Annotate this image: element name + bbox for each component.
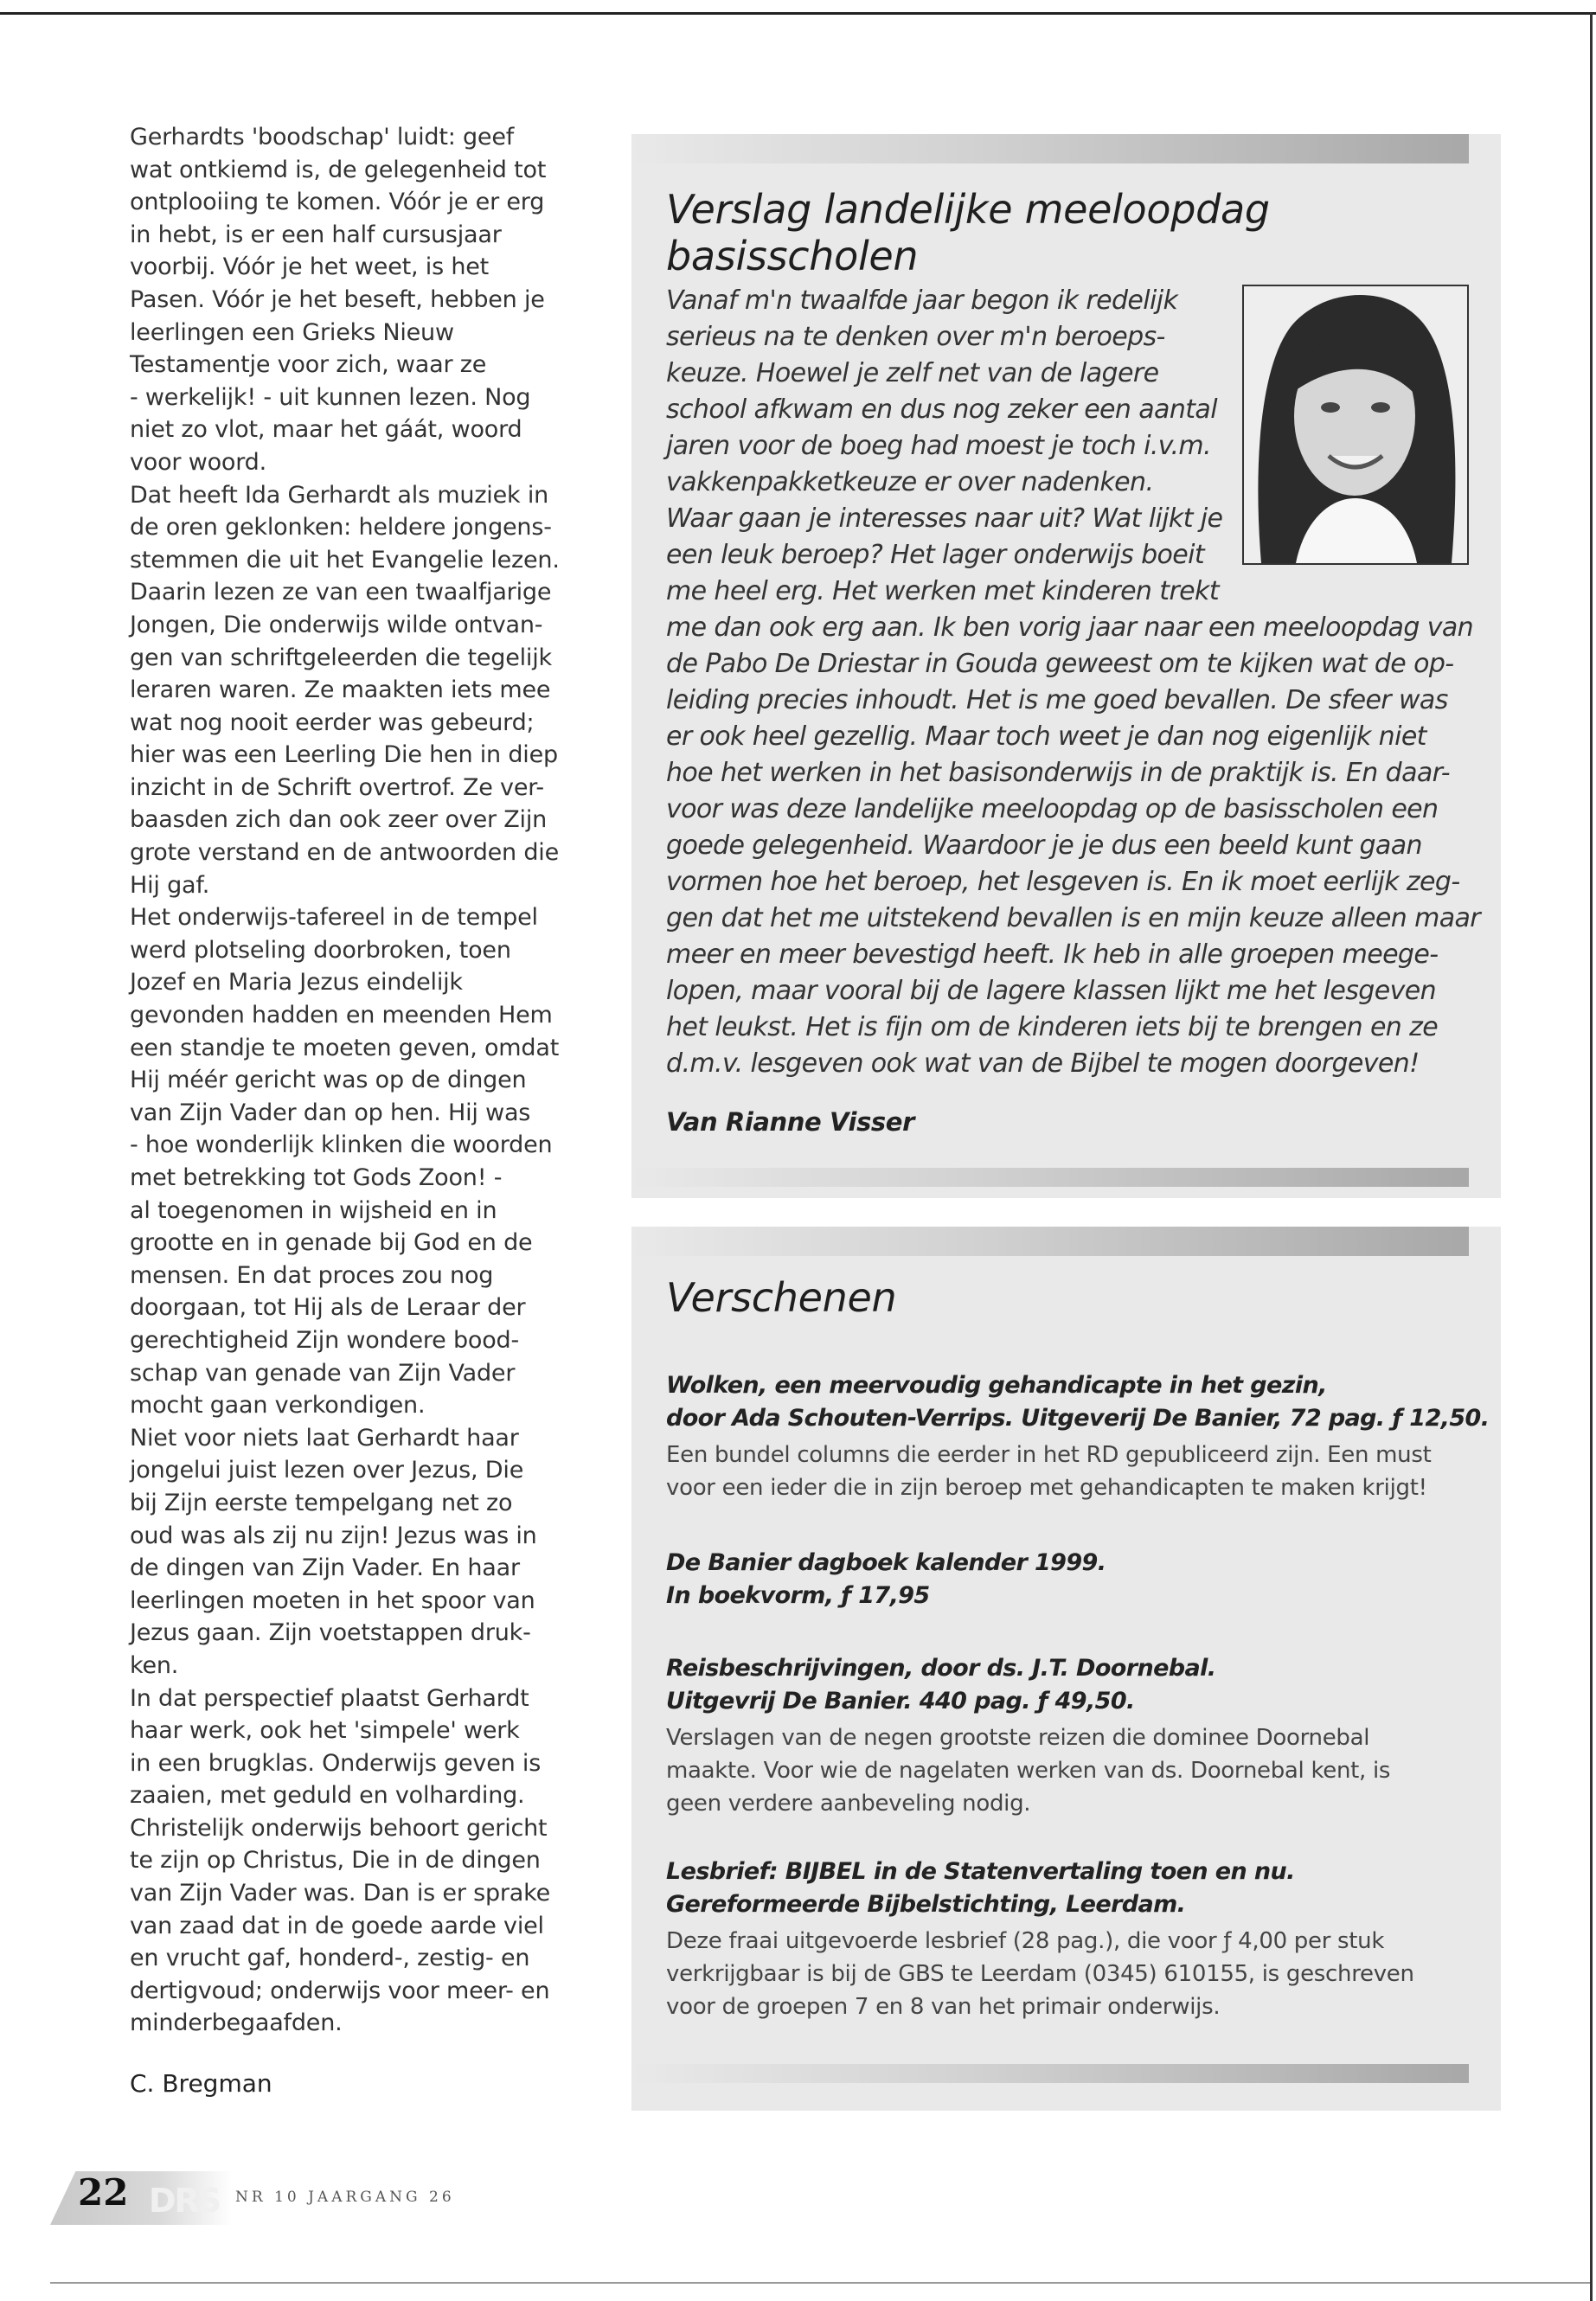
published-item-desc: Deze fraai uitgevoerde lesbrief (28 pag.), die voor ƒ 4,00 per stuk verkrijgbaar is bij de GBS te Leerdam (0345) 610155, is geschreven voor de groepen 7 en 8 van het primair onderwijs. (666, 1928, 1414, 2020)
report-top-bar (631, 134, 1469, 163)
published-item-title: De Banier dagboek kalender 1999. In boekvorm, ƒ 17,95 (666, 1549, 1106, 1609)
page-number: 22 (78, 2171, 129, 2214)
page-right-border (1590, 12, 1593, 2301)
left-article (130, 121, 562, 2040)
published-box (631, 1227, 1501, 2111)
published-item-desc: Een bundel columns die eerder in het RD gepubliceerd zijn. Een must voor een ieder die in zijn beroep met gehandicapten te maken krijgt! (666, 1442, 1432, 1501)
page-top-border (0, 12, 1596, 15)
published-item-desc: Verslagen van de negen grootste reizen die dominee Doornebal maakte. Voor wie de nagelaten werken van ds. Doornebal kent, is geen verdere aanbeveling nodig. (666, 1725, 1391, 1817)
left-article-body: Gerhardts 'boodschap' luidt: geef wat ontkiemd is, de gelegenheid tot ontplooiing te komen. Vóór je er erg in hebt, is er een half cursusjaar voorbij. Vóór je het weet, is het Pasen. Vóór je het beseft, hebben je leerlingen een Grieks Nieuw Testamentje voor zich, waar ze - werkelijk! - uit kunnen lezen. Nog niet zo vlot, maar het gáát, woord voor woord. Dat heeft Ida Gerhardt als muziek in de oren geklonken: heldere jongens- stemmen die uit het Evangelie lezen. Daarin lezen ze van een twaalfjarige Jongen, Die onderwijs wilde ontvan- gen van schriftgeleerden die tegelijk leraren waren. Ze maakten iets mee wat nog nooit eerder was gebeurd; hier was een Leerling Die hen in diep inzicht in de Schrift overtrof. Ze ver- baasden zich dan ook zeer over Zijn grote verstand en de antwoorden die Hij gaf. Het onderwijs-tafereel in de tempel werd plotseling doorbroken, toen Jozef en Maria Jezus eindelijk gevonden hadden en meenden Hem een standje te moeten geven, omdat Hij méér gericht was op de dingen van Zijn Vader dan op hen. Hij was - hoe wonderlijk klinken die woorden met betrekking tot Gods Zoon! - al toegenomen in wijsheid en in grootte en in genade bij God en de mensen. En dat proces zou nog doorgaan, tot Hij als de Leraar der gerechtigheid Zijn wondere bood- schap van genade van Zijn Vader mocht gaan verkondigen. Niet voor niets laat Gerhardt haar jongelui juist lezen over Jezus, Die bij Zijn eerste tempelgang net zo oud was als zij nu zijn! Jezus was in de dingen van Zijn Vader. En haar leerlingen moeten in het spoor van Jezus gaan. Zijn voetstappen druk- ken. In dat perspectief plaatst Gerhardt haar werk, ook het 'simpele' werk in een brugklas. Onderwijs geven is zaaien, met geduld en volharding. Christelijk onderwijs behoort gericht te zijn op Christus, Die in de dingen van Zijn Vader was. Dan is er sprake van zaad dat in de goede aarde viel en vrucht gaf, honderd-, zestig- en dertigvoud; onderwijs voor meer- en minderbegaafden. (130, 124, 560, 2037)
magazine-logo: DRS (149, 2182, 221, 2220)
published-top-bar (631, 1227, 1469, 1256)
published-title: Verschenen (666, 1274, 897, 1321)
bottom-border (50, 2282, 1590, 2284)
report-bottom-bar (631, 1168, 1469, 1187)
report-title: Verslag landelijke meeloopdag basisscholen (666, 186, 1270, 279)
issue-info: NR 10 JAARGANG 26 (235, 2189, 455, 2206)
left-article-author: C. Bregman (130, 2069, 272, 2098)
published-item-title: Lesbrief: BIJBEL in de Statenvertaling toen en nu. Gereformeerde Bijbelstichting, Leerdam. (666, 1858, 1295, 1918)
published-item-title: Reisbeschrijvingen, door ds. J.T. Doornebal. Uitgevrij De Banier. 440 pag. ƒ 49,50. (666, 1655, 1216, 1715)
report-byline: Van Rianne Visser (666, 1107, 914, 1137)
report-body: Vanaf m'n twaalfde jaar begon ik redelijk serieus na te denken over m'n beroeps- keuze. Hoewel je zelf net van de lagere school afkwam en dus nog zeker een aantal jaren voor de boeg had moest je toch i.v.m. vakkenpakketkeuze er over nadenken. Waar gaan je interesses naar uit? Wat lijkt je een leuk beroep? Het lager onderwijs boeit me heel erg. Het werken met kinderen trekt me dan ook erg aan. Ik ben vorig jaar naar een meeloopdag van de Pabo De Driestar in Gouda geweest om te kijken wat de op- leiding precies inhoudt. Het is me goed bevallen. De sfeer was er ook heel gezellig. Maar toch weet je dan nog eigenlijk niet hoe het werken in het basisonderwijs in de praktijk is. En daar- voor was deze landelijke meeloopdag op de basisscholen een goede gelegenheid. Waardoor je je dus een beeld kunt gaan vormen hoe het beroep, het lesgeven is. En ik moet eerlijk zeg- gen dat het me uitstekend bevallen is en mijn keuze alleen maar meer en meer bevestigd heeft. Ik heb in alle groepen meege- lopen, maar vooral bij de lagere klassen lijkt me het lesgeven het leukst. Het is fijn om de kinderen iets bij te brengen en ze d.m.v. lesgeven ook wat van de Bijbel te mogen doorgeven! (666, 285, 1481, 1079)
published-item-title: Wolken, een meervoudig gehandicapte in het gezin, door Ada Schouten-Verrips. Uitgeverij De Banier, 72 pag. ƒ 12,50. (666, 1372, 1490, 1432)
published-bottom-bar (631, 2064, 1469, 2083)
report-box (631, 134, 1501, 1198)
